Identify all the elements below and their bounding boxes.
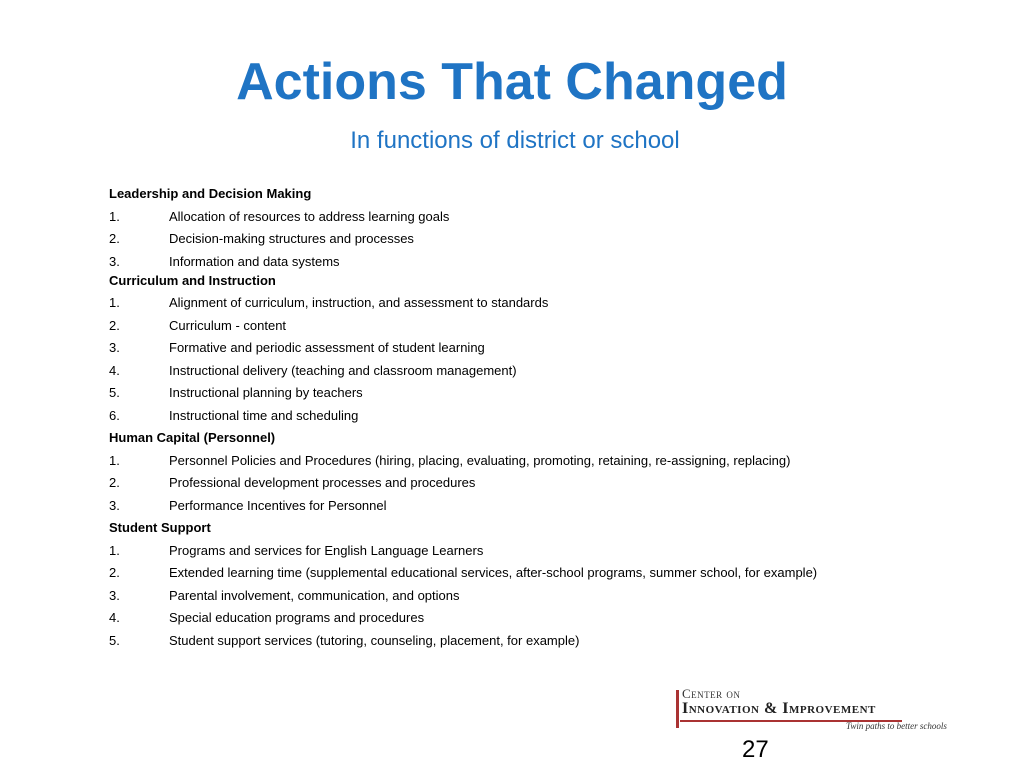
item-number: 2. [109,231,120,246]
actions-list [109,183,989,652]
list-item [109,562,989,585]
item-text: Personnel Policies and Procedures (hiring, placing, evaluating, promoting, retaining, re-assigning, replacing) [169,452,791,468]
section-curriculum [109,270,989,428]
logo-line1: Center on [682,686,741,701]
section-human-capital [109,427,989,517]
list-item [109,360,989,383]
logo-accent-bar [676,690,679,728]
item-number: 3. [109,587,120,603]
item-number: 2. [109,475,120,490]
item-text: Allocation of resources to address learning goals [169,208,450,224]
item-text: Parental involvement, communication, and options [169,587,460,603]
list-item [109,405,989,428]
list-item [109,228,989,251]
list-item [109,337,989,360]
section-leadership [109,183,989,270]
list-item [109,540,989,563]
section-heading: Student Support [109,520,211,535]
item-number: 1. [109,208,120,224]
item-number: 3. [109,340,120,355]
item-number: 1. [109,295,120,310]
slide-subtitle: In functions of district or school [350,127,680,154]
item-number: 1. [109,542,120,558]
item-text: Formative and periodic assessment of student learning [169,340,485,355]
list-item [109,251,989,270]
item-number: 1. [109,452,120,468]
section-heading: Human Capital (Personnel) [109,430,276,445]
item-text: Extended learning time (supplemental educational services, after-school programs, summer school, for example) [169,565,818,580]
item-number: 4. [109,362,120,378]
item-text: Alignment of curriculum, instruction, and assessment to standards [169,295,549,310]
list-item [109,206,989,229]
logo-tagline: Twin paths to better schools [846,721,947,731]
item-number: 2. [109,565,120,580]
list-item [109,315,989,338]
item-text: Professional development processes and procedures [169,475,476,490]
item-text: Information and data systems [169,253,340,269]
item-text: Special education programs and procedures [169,610,425,625]
item-number: 6. [109,407,120,423]
item-text: Instructional time and scheduling [169,407,359,423]
list-item [109,607,989,630]
list-item [109,382,989,405]
item-text: Student support services (tutoring, counseling, placement, for example) [169,632,580,648]
item-text: Instructional delivery (teaching and classroom management) [169,362,517,378]
item-text: Performance Incentives for Personnel [169,497,387,513]
section-heading: Leadership and Decision Making [109,186,312,201]
center-on-innovation-logo [672,684,947,734]
section-heading: Curriculum and Instruction [109,272,276,288]
slide-title: Actions That Changed [236,53,788,111]
section-student-support [109,517,989,652]
list-item [109,630,989,653]
list-item [109,585,989,608]
item-number: 3. [109,497,120,513]
page-number: 27 [742,736,769,763]
item-number: 2. [109,317,120,333]
item-text: Decision-making structures and processes [169,231,414,246]
item-number: 3. [109,253,120,269]
item-text: Programs and services for English Language Learners [169,542,484,558]
item-number: 5. [109,632,120,648]
item-number: 5. [109,385,120,400]
item-number: 4. [109,610,120,625]
logo-line2: Innovation & Improvement [682,700,876,717]
list-item [109,450,989,473]
list-item [109,472,989,495]
item-text: Curriculum - content [169,317,287,333]
list-item [109,495,989,518]
item-text: Instructional planning by teachers [169,385,363,400]
list-item [109,292,989,315]
